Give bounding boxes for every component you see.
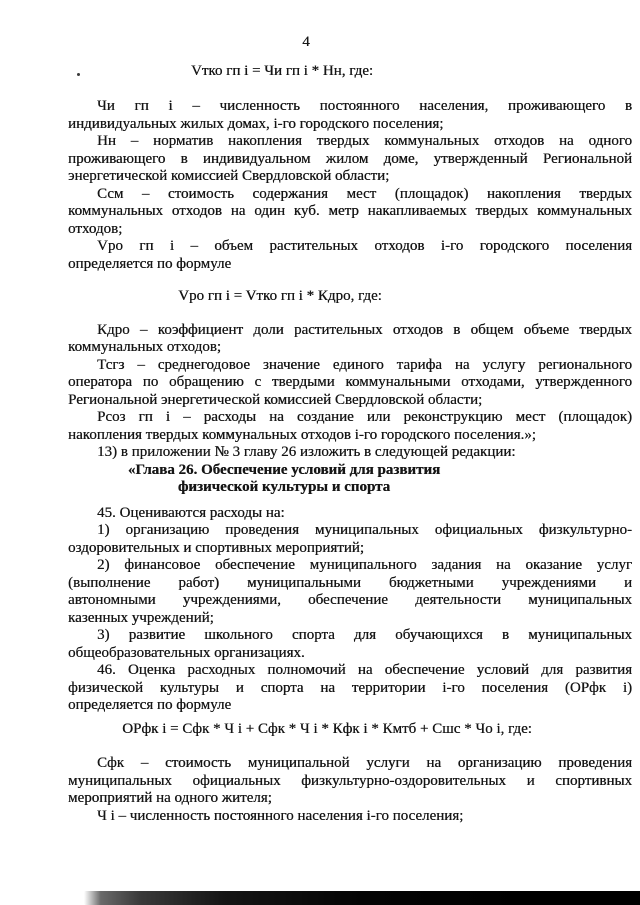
text-line: определяется по формуле <box>68 697 232 713</box>
text-line: Ч i – численность постоянного населения i-го поселения; <box>97 807 464 824</box>
document-body <box>68 0 632 825</box>
text-line: мероприятий на одного жителя; <box>68 790 272 806</box>
text-line: (выполнение работ) муниципальными бюджетными учреждениями и <box>68 574 632 591</box>
scan-edge-artifact <box>84 891 640 905</box>
text-line: индивидуальных жилых домах, i-го городского поселения; <box>68 115 444 132</box>
text-line: коммунальных отходов на один куб. метр накапливаемых твердых коммунальных <box>68 203 632 219</box>
text-line: 46. Оценка расходных полномочий на обеспечение условий для развития <box>97 662 632 678</box>
paragraph-45-3 <box>68 627 632 662</box>
chapter-heading <box>0 462 568 497</box>
text-line: казенных учреждений; <box>68 609 214 626</box>
paragraph-tsgz <box>68 357 632 410</box>
text-line: Ссм – стоимость содержания мест (площадок) накопления твердых <box>97 185 632 202</box>
text-line: проживающего в индивидуальном жилом доме, утвержденный Региональной <box>68 150 632 167</box>
text-line: общеобразовательных организациях. <box>68 644 305 661</box>
text-line: отходов; <box>68 220 123 237</box>
text-line: физической культуры и спорта на территории i-го поселения (ОРфк i) <box>68 679 632 696</box>
paragraph-chi <box>68 808 632 826</box>
paragraph-45-1 <box>68 522 632 557</box>
paragraph-rsoz <box>68 409 632 444</box>
heading-line: физической культуры и спорта <box>177 479 391 495</box>
paragraph-vro-gp <box>68 238 632 273</box>
text-line: 1) организацию проведения муниципальных официальных физкультурно- <box>97 522 632 538</box>
page-number: 4 <box>302 34 310 50</box>
paragraph-nn <box>68 133 632 186</box>
paragraph-sfk <box>68 755 632 808</box>
text-line: накопления твердых коммунальных отходов i-го городского поселения.»; <box>68 426 536 443</box>
text-line: оператора по обращению с твердыми коммунальными отходами, утвержденного <box>68 374 632 390</box>
text-line: Нн – норматив накопления твердых коммунальных отходов на одного <box>97 133 632 149</box>
paragraph-kdro <box>68 322 632 357</box>
text-line: Кдро – коэффициент доли растительных отходов в общем объеме твердых <box>97 321 632 338</box>
text-line: 3) развитие школьного спорта для обучающихся в муниципальных <box>97 627 632 643</box>
heading-line: «Глава 26. Обеспечение условий для развития <box>127 461 441 478</box>
text-line: муниципальных официальных физкультурно-оздоровительных и спортивных <box>68 772 632 789</box>
text-line: Чи гп i – численность постоянного населения, проживающего в <box>97 98 632 114</box>
text-line: оздоровительных и спортивных мероприятий; <box>68 539 364 556</box>
formula-vtko: Vтко гп i = Чи гп i * Нн, где: <box>190 62 374 79</box>
text-line: Vро гп i – объем растительных отходов i-го городского поселения <box>97 238 632 254</box>
text-line: 13) в приложении № 3 главу 26 изложить в следующей редакции: <box>97 444 516 460</box>
text-line: Рсоз гп i – расходы на создание или реконструкцию мест (площадок) <box>97 409 632 425</box>
text-line: Региональной энергетической комиссией Свердловской области; <box>68 391 483 408</box>
text-line: автономными учреждениями, обеспечение деятельности муниципальных <box>68 592 632 608</box>
text-line: определяется по формуле <box>68 255 232 272</box>
text-line: 45. Оцениваются расходы на: <box>97 504 285 521</box>
paragraph-45 <box>68 505 632 523</box>
paragraph-item-13 <box>68 444 632 462</box>
paragraph-ssm <box>68 186 632 239</box>
text-line: коммунальных отходов; <box>68 339 221 355</box>
formula-vro: Vро гп i = Vтко гп i * Кдро, где: <box>178 288 382 304</box>
paragraph-chi-gp <box>68 98 632 133</box>
text-line: Сфк – стоимость муниципальной услуги на организацию проведения <box>97 755 632 771</box>
scan-speck <box>77 73 80 76</box>
paragraph-45-2 <box>68 557 632 627</box>
text-line: энергетической комиссией Свердловской области; <box>68 168 390 184</box>
paragraph-46 <box>68 662 632 715</box>
formula-orfk: ОРфк i = Сфк * Ч i + Сфк * Ч i * Кфк i * Кмтб + Сшс * Чо i, где: <box>122 720 532 737</box>
text-line: Тсгз – среднегодовое значение единого тарифа на услугу регионального <box>97 356 632 373</box>
text-line: 2) финансовое обеспечение муниципального задания на оказание услуг <box>97 557 632 573</box>
